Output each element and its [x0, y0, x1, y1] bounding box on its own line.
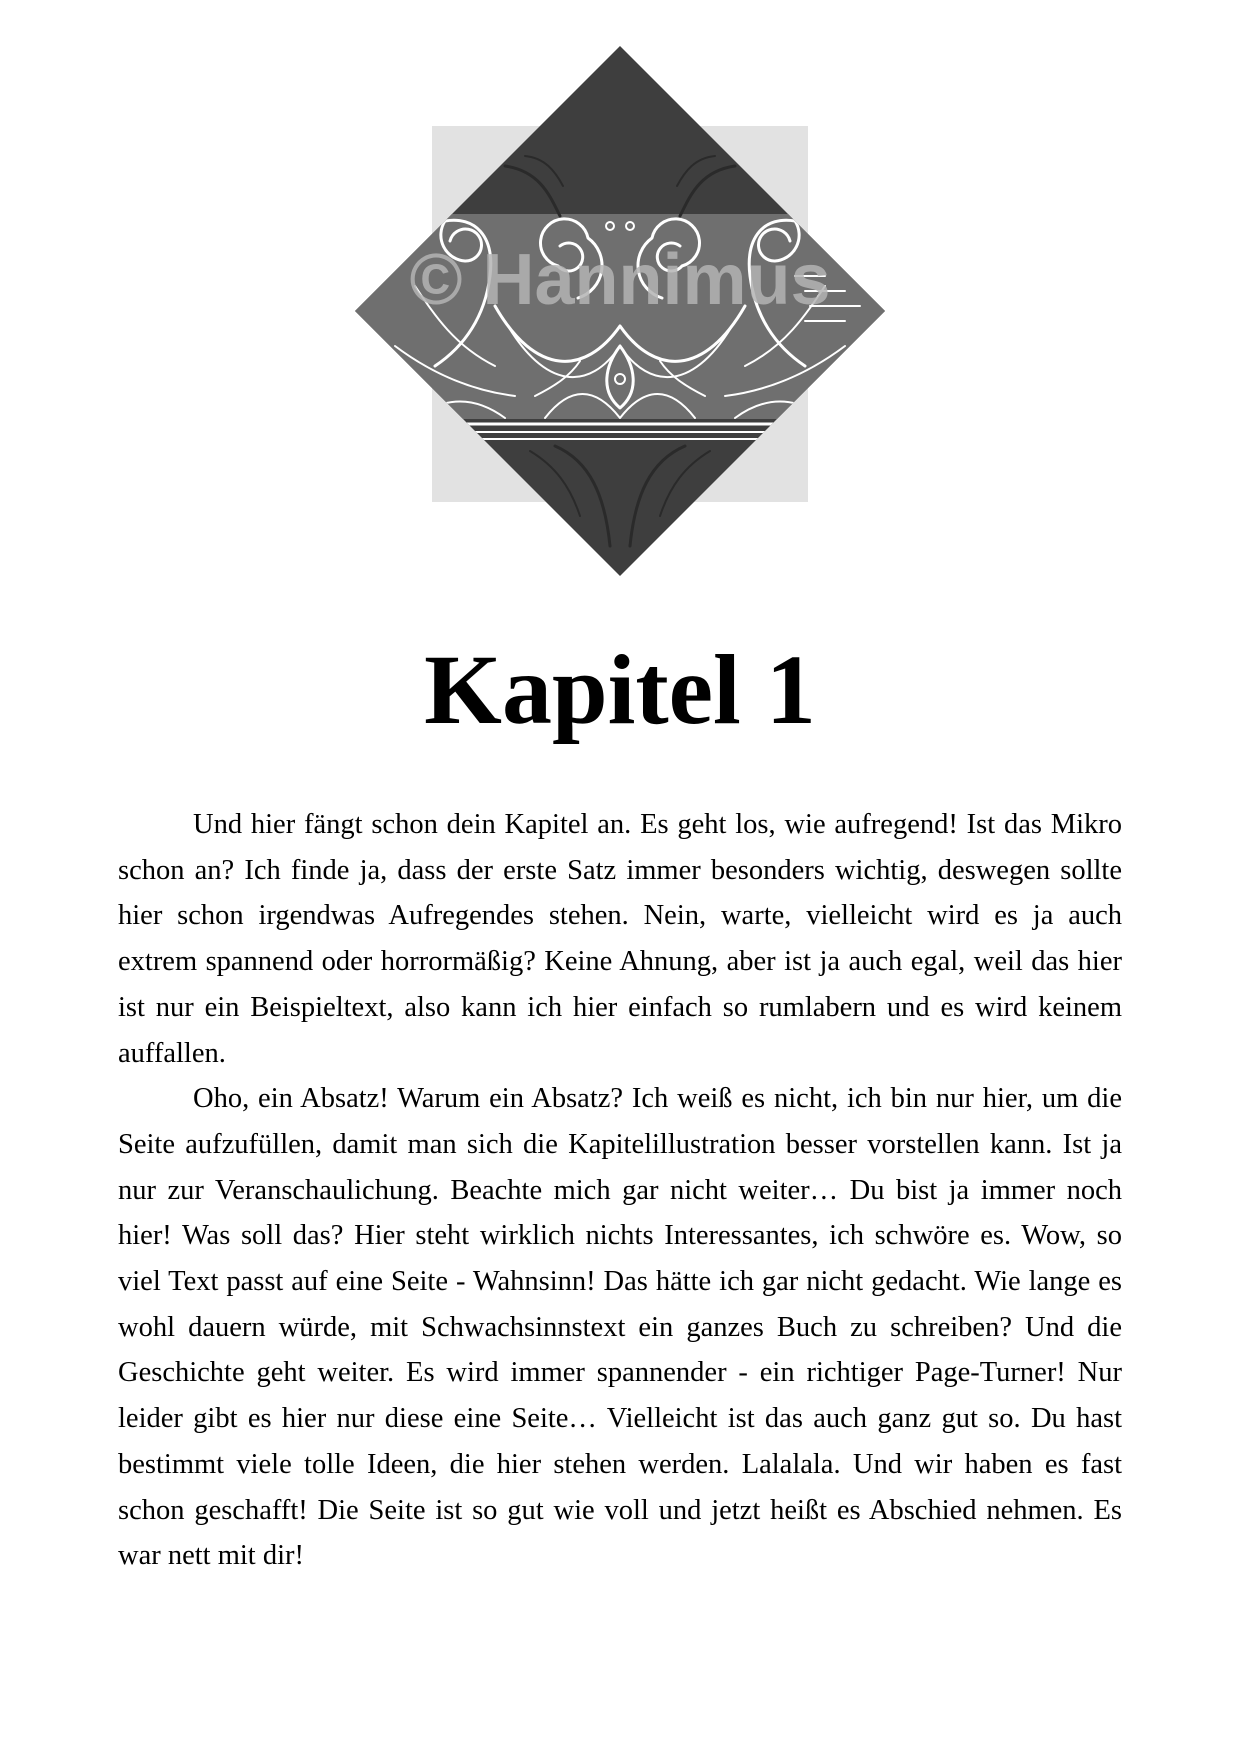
ornament-diamond-graphic — [355, 46, 885, 576]
chapter-body — [118, 802, 1122, 1579]
paragraph-1: Und hier fängt schon dein Kapitel an. Es geht los, wie aufregend! Ist das Mikro schon an? Ich finde ja, dass der erste Satz immer besonders wichtig, deswegen sollte hier schon irgendwas Aufregendes stehen. Nein, warte, vielleicht wird es ja auch extrem spannend oder horrormäßig? Keine Ahnung, aber ist ja auch egal, weil das hier ist nur ein Beispieltext, also kann ich hier einfach so rumlabern und es wird keinem auffallen. — [118, 809, 1122, 1069]
chapter-title: Kapitel 1 — [424, 634, 816, 745]
chapter-illustration — [355, 46, 885, 576]
paragraph-2: Oho, ein Absatz! Warum ein Absatz? Ich weiß es nicht, ich bin nur hier, um die Seite aufzufüllen, damit man sich die Kapitelillustration besser vorstellen kann. Ist ja nur zur Veranschaulichung. Beachte mich gar nicht weiter… Du bist ja immer noch hier! Was soll das? Hier steht wirklich nichts Interessantes, ich schwöre es. Wow, so viel Text passt auf eine Seite - Wahnsinn! Das hätte ich gar nicht gedacht. Wie lange es wohl dauern würde, mit Schwachsinnstext ein ganzes Buch zu schreiben? Und die Geschichte geht weiter. Es wird immer spannender - ein richtiger Page-Turner! Nur leider gibt es hier nur diese eine Seite… Vielleicht ist das auch ganz gut so. Du hast bestimmt viele tolle Ideen, die hier stehen werden. Lalalala. Und wir haben es fast schon geschafft! Die Seite ist so gut wie voll und jetzt heißt es Abschied nehmen. Es war nett mit dir! — [118, 1083, 1122, 1572]
watermark-text: © Hannimus — [409, 240, 831, 320]
